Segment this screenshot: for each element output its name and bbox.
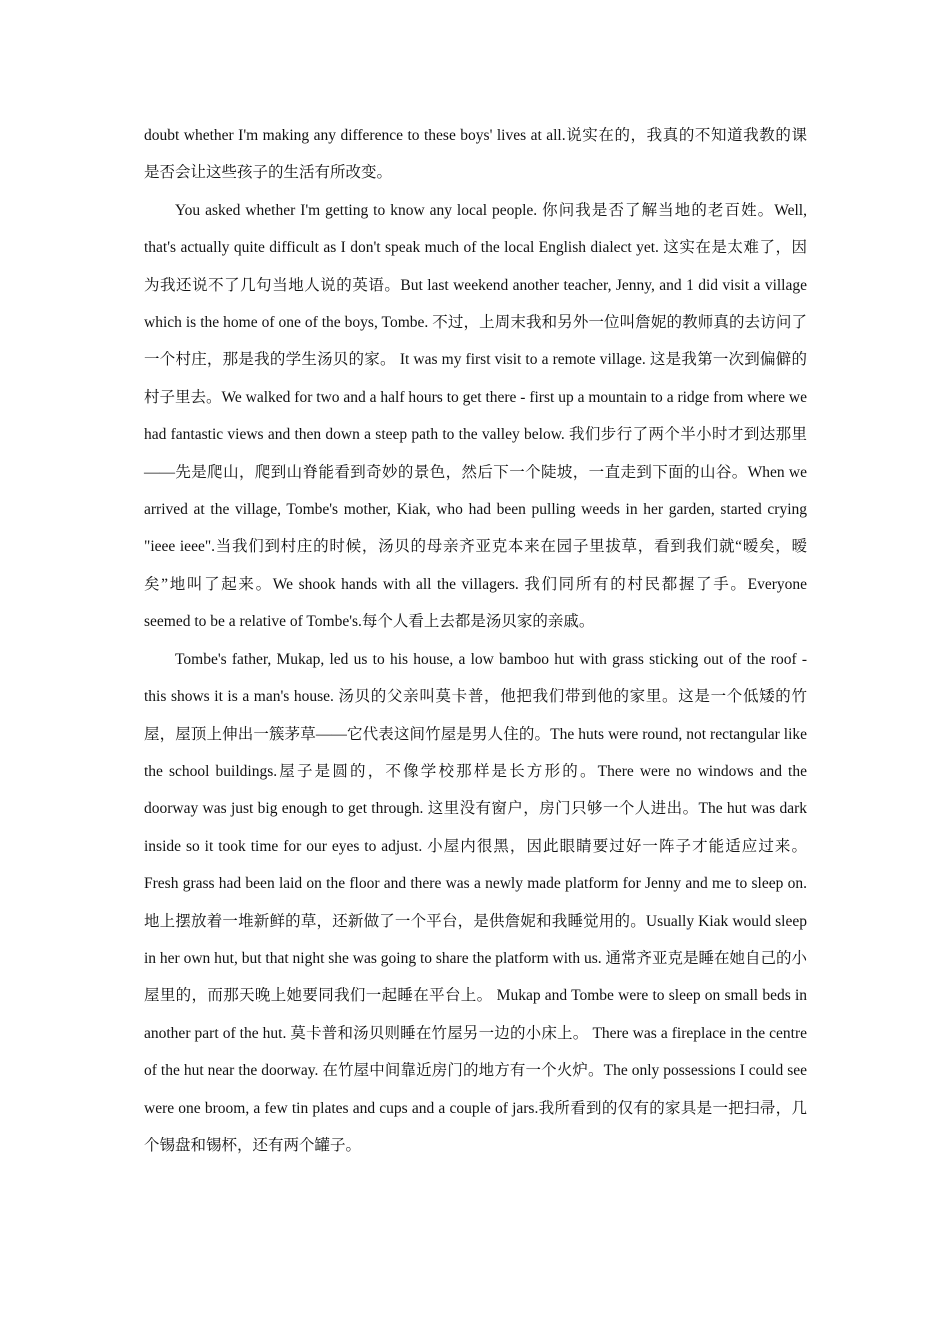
paragraph-3: Tombe's father, Mukap, led us to his house, a low bamboo hut with grass sticking out of the roof - this shows it is a man's house. 汤贝的父亲叫莫卡普，他把我们带到他的家里。这是一个低矮的竹屋，屋顶上伸出一簇茅草——它代表这间竹屋是男人住的。The huts were round, not rectangular like the school buildings.屋子是圆的，不像学校那样是长方形的。There were no windows and the doorway was just big enough to get through. 这里没有窗户，房门只够一个人进出。The hut was dark inside so it took time for our eyes to adjust. 小屋内很黑，因此眼睛要过好一阵子才能适应过来。Fresh grass had been laid on the floor and there was a newly made platform for Jenny and me to sleep on. 地上摆放着一堆新鲜的草，还新做了一个平台，是供詹妮和我睡觉用的。Usually Kiak would sleep in her own hut, but that night she was going to share the platform with us. 通常齐亚克是睡在她自己的小屋里的，而那天晚上她要同我们一起睡在平台上。 Mukap and Tombe were to sleep on small beds in another part of the hut. 莫卡普和汤贝则睡在竹屋另一边的小床上。 There was a fireplace in the centre of the hut near the doorway. 在竹屋中间靠近房门的地方有一个火炉。The only possessions I could see were one broom, a few tin plates and cups and a couple of jars.我所看到的仅有的家具是一把扫帚，几个锡盘和锡杯，还有两个罐子。 <box>144 650 807 1154</box>
paragraph-1: doubt whether I'm making any difference to these boys' lives at all.说实在的，我真的不知道我教的课是否会让这些孩子的生活有所改变。 <box>144 127 807 182</box>
document-body <box>144 117 807 1164</box>
paragraph-2: You asked whether I'm getting to know any local people. 你问我是否了解当地的老百姓。Well, that's actually quite difficult as I don't speak much of the local English dialect yet. 这实在是太难了，因为我还说不了几句当地人说的英语。But last weekend another teacher, Jenny, and 1 did visit a village which is the home of one of the boys, Tombe. 不过，上周末我和另外一位叫詹妮的教师真的去访问了一个村庄，那是我的学生汤贝的家。 It was my first visit to a remote village. 这是我第一次到偏僻的村子里去。We walked for two and a half hours to get there - first up a mountain to a ridge from where we had fantastic views and then down a steep path to the valley below. 我们步行了两个半小时才到达那里——先是爬山，爬到山脊能看到奇妙的景色，然后下一个陡坡，一直走到下面的山谷。When we arrived at the village, Tombe's mother, Kiak, who had been pulling weeds in her garden, started crying "ieee ieee".当我们到村庄的时候，汤贝的母亲齐亚克本来在园子里拔草，看到我们就“暧矣，暧矣”地叫了起来。We shook hands with all the villagers. 我们同所有的村民都握了手。Everyone seemed to be a relative of Tombe's.每个人看上去都是汤贝家的亲戚。 <box>144 201 807 631</box>
